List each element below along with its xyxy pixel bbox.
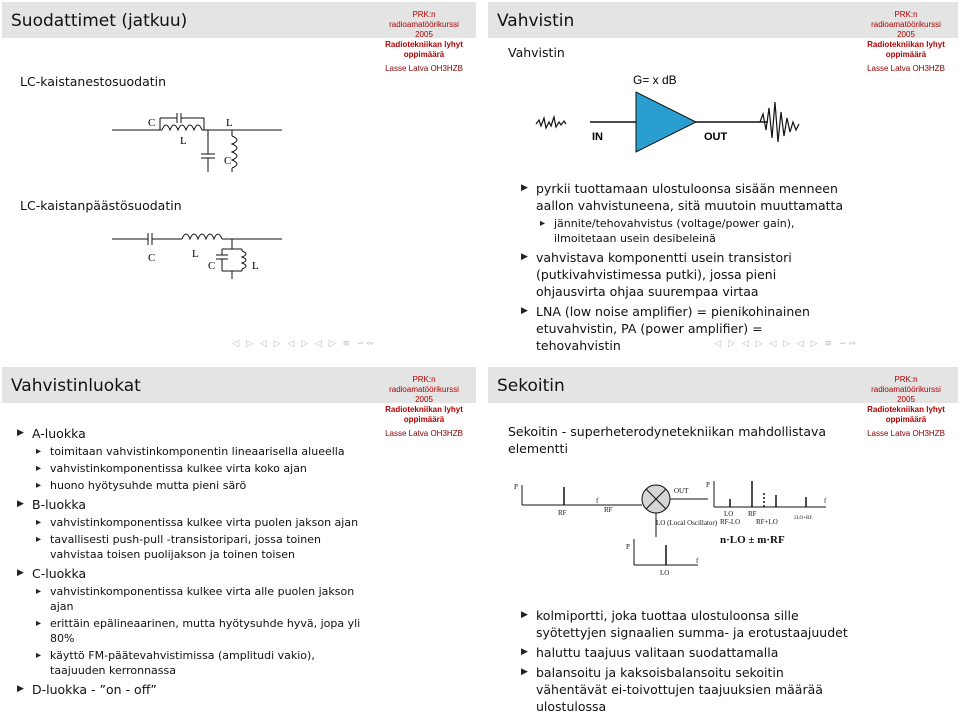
bullet-list [518, 607, 848, 718]
course-sidebar: PRK:n radioamatöörikurssi 2005 Radiotekniikan lyhyt oppimäärä Lasse Latva OH3HZB [867, 375, 945, 438]
slide-title: Suodattimet (jatkuu) [11, 11, 188, 31]
bandpass-circuit-diagram [112, 227, 282, 282]
slide-mixer [488, 367, 958, 722]
label-c-bottom: C [224, 155, 232, 167]
svg-text:LO: LO [724, 510, 734, 518]
input-signal-wave [536, 117, 566, 128]
class-list [14, 425, 364, 701]
course-sidebar: PRK:n radioamatöörikurssi 2005 Radiotekniikan lyhyt oppimäärä Lasse Latva OH3HZB [385, 375, 463, 438]
course-sidebar: PRK:n radioamatöörikurssi 2005 Radiotekniikan lyhyt oppimäärä Lasse Latva OH3HZB [385, 10, 463, 73]
svg-text:f: f [596, 497, 599, 505]
bullet-item: ▶ LNA (low noise amplifier) = pienikohinainen etuvahvistin, PA (power amplifier) = tehovahvistin [518, 303, 848, 354]
class-b-item: ▸ tavallisesti push-pull -transistoripari, jossa toinen vahvistaa toisen puolijakson ja toinen toisen [32, 532, 364, 562]
svg-text:RF-LO: RF-LO [720, 518, 741, 526]
course-sidebar: PRK:n radioamatöörikurssi 2005 Radiotekniikan lyhyt oppimäärä Lasse Latva OH3HZB [867, 10, 945, 73]
label-c-top: C [148, 117, 156, 129]
bandpass-label: LC-kaistanpäästösuodatin [20, 198, 182, 213]
amplifier-diagram [528, 70, 828, 170]
svg-text:P: P [514, 483, 518, 491]
class-c-item: ▸ vahvistinkomponentissa kulkee virta alle puolen jakson ajan [32, 584, 364, 614]
svg-text:OUT: OUT [674, 487, 689, 495]
svg-text:RF: RF [604, 506, 613, 514]
svg-text:f: f [696, 557, 699, 565]
bullet-item: ▶ balansoitu ja kaksoisbalansoitu sekoitin vähentävät ei-toivottujen taajuuksien määrää ulostulossa [518, 664, 848, 715]
class-b: ▶ B-luokka ▸ vahvistinkomponentissa kulkee virta puolen jakson ajan ▸ tavallisesti push-pull -transistoripari, jossa toinen vahvistaa toisen puolijakson ja toinen toisen [14, 496, 364, 562]
class-d: ▶ D-luokka - ”on - off” [14, 681, 364, 698]
bandstop-label: LC-kaistanestosuodatin [20, 74, 167, 89]
label-l-top: L [192, 248, 199, 260]
slide-amplifier-classes [2, 367, 476, 722]
class-a-item: ▸ huono hyötysuhde mutta pieni särö [32, 478, 364, 493]
slide-subtitle: Vahvistin [508, 45, 565, 60]
class-c-item: ▸ erittäin epälineaarinen, mutta hyötysuhde hyvä, jopa yli 80% [32, 616, 364, 646]
svg-text:2LO+RF: 2LO+RF [794, 516, 813, 521]
beamer-nav-icons[interactable]: ◁ ▷ ◁ ▷ ◁ ▷ ◁ ▷ ≡ ∽∾ [714, 339, 858, 349]
class-a-item: ▸ toimitaan vahvistinkomponentin lineaarisella alueella [32, 444, 364, 459]
out-label: OUT [704, 131, 728, 143]
slide-title: Vahvistinluokat [11, 376, 141, 396]
sub-bullet-item: ▸ jännite/tehovahvistus (voltage/power gain), ilmoitetaan usein desibeleinä [536, 216, 848, 246]
bullet-list [518, 180, 848, 355]
slide-filters [2, 2, 476, 355]
bullet-item: ▶ vahvistava komponentti usein transistori (putkivahvistimessa putki), jossa pieni ohjausvirta ohjaa suurempaa virtaa [518, 249, 848, 300]
svg-text:LO (Local Oscillator): LO (Local Oscillator) [656, 519, 718, 527]
slide-title: Vahvistin [497, 11, 575, 31]
label-c-left: C [148, 252, 156, 264]
class-c-item: ▸ käyttö FM-päätevahvistimissa (amplitudi vakio), taajuuden kerronnassa [32, 648, 364, 678]
bullet-item: ▶ pyrkii tuottamaan ulostuloonsa sisään menneen aallon vahvistuneena, sitä muutoin muuttamatta ▸ jännite/tehovahvistus (voltage/power gain), ilmoitetaan usein desibeleinä [518, 180, 848, 246]
bullet-item: ▶ kolmiportti, joka tuottaa ulostuloonsa sille syötettyjen signaalien summa- ja erotustaajuudet [518, 607, 848, 641]
label-l-right: L [226, 117, 233, 129]
label-l-top: L [180, 135, 187, 147]
svg-text:f: f [824, 497, 827, 505]
label-l-mid: L [252, 260, 259, 272]
label-c-mid: C [208, 260, 216, 272]
slide-amplifier [488, 2, 958, 355]
class-c: ▶ C-luokka ▸ vahvistinkomponentissa kulkee virta alle puolen jakson ajan ▸ erittäin epälineaarinen, mutta hyötysuhde hyvä, jopa yli 80% ▸ käyttö FM-päätevahvistimissa (amplitudi vakio), taajuuden kerronnassa [14, 565, 364, 678]
svg-text:P: P [706, 481, 710, 489]
svg-text:LO: LO [660, 569, 670, 577]
class-a-item: ▸ vahvistinkomponentissa kulkee virta koko ajan [32, 461, 364, 476]
bandstop-circuit-diagram [112, 112, 282, 174]
class-b-item: ▸ vahvistinkomponentissa kulkee virta puolen jakson ajan [32, 515, 364, 530]
bullet-item: ▶ haluttu taajuus valitaan suodattamalla [518, 644, 848, 661]
mixer-formula: n·LO ± m·RF [720, 534, 785, 546]
svg-text:RF: RF [748, 510, 757, 518]
class-a: ▶ A-luokka ▸ toimitaan vahvistinkomponentin lineaarisella alueella ▸ vahvistinkomponentissa kulkee virta koko ajan ▸ huono hyötysuhde mutta pieni särö [14, 425, 364, 493]
svg-text:RF+LO: RF+LO [756, 518, 778, 526]
svg-text:RF: RF [558, 509, 567, 517]
amplifier-triangle [636, 92, 696, 152]
slide-title: Sekoitin [497, 376, 565, 396]
mixer-diagram [508, 479, 848, 589]
in-label: IN [592, 131, 603, 143]
gain-label: G= x dB [633, 73, 677, 87]
mixer-intro: Sekoitin - superheterodynetekniikan mahdollistava elementti [508, 424, 827, 456]
beamer-nav-icons[interactable]: ◁ ▷ ◁ ▷ ◁ ▷ ◁ ▷ ≡ ∽∾ [232, 339, 376, 349]
svg-text:P: P [626, 543, 630, 551]
